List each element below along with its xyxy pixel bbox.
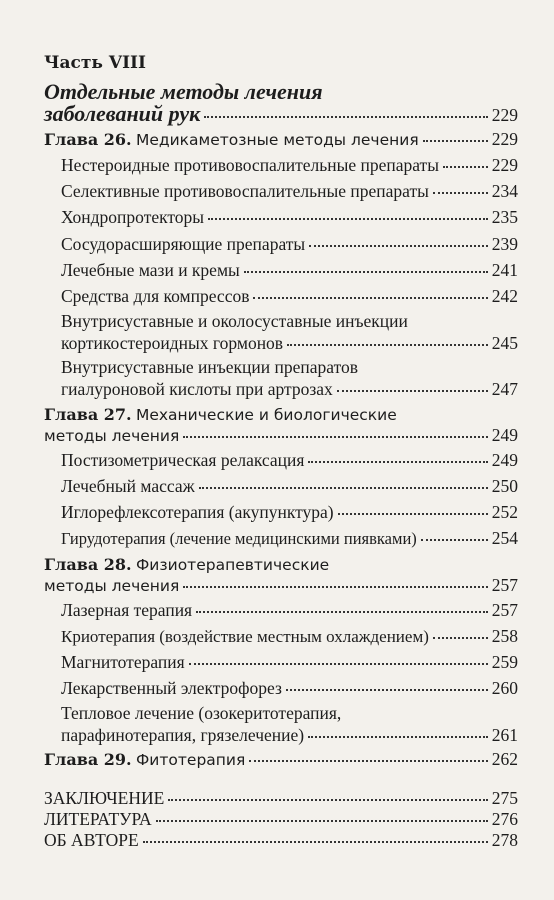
chapter-title-line2: методы лечения: [44, 577, 180, 595]
dot-leader: [338, 513, 488, 515]
chapter-title: Медикаметозные методы лечения: [135, 131, 419, 149]
item-title: Средства для компрессов: [61, 286, 250, 306]
dot-leader: [208, 218, 488, 220]
item-title-line1: Внутрисуставные и околосуставные инъекции: [61, 311, 408, 331]
toc-item[interactable]: [61, 234, 518, 255]
page-number: 242: [491, 286, 518, 306]
item-title: гиалуроновой кислоты при артрозах: [61, 379, 333, 399]
item-title: ЛИТЕРАТУРА: [44, 809, 152, 829]
toc-item[interactable]: [61, 181, 518, 202]
backmatter-conclusion[interactable]: [44, 788, 518, 809]
chapter-26-entry[interactable]: [44, 129, 518, 150]
chapter-title: Механические и биологические: [135, 406, 397, 424]
item-title: Сосудорасширяющие препараты: [61, 234, 306, 254]
page-number: 254: [491, 528, 518, 548]
item-title: Лечебный массаж: [61, 476, 195, 496]
page-number: 234: [491, 181, 518, 201]
page-number: 259: [491, 652, 518, 672]
chapter-number: Глава 28.: [44, 555, 132, 574]
dot-leader: [183, 436, 487, 438]
dot-leader: [204, 116, 487, 118]
dot-leader: [308, 461, 487, 463]
item-title: Селективные противовоспалительные препараты: [61, 181, 429, 201]
item-title: Постизометрическая релаксация: [61, 450, 305, 470]
page-number: 257: [491, 600, 518, 620]
dot-leader: [433, 192, 488, 194]
part-entry[interactable]: [44, 101, 518, 127]
backmatter-literature[interactable]: [44, 809, 518, 830]
item-title: Криотерапия (воздействие местным охлаждением): [61, 627, 429, 646]
item-title: парафинотерапия, грязелечение): [61, 725, 305, 745]
toc-item[interactable]: [61, 155, 518, 176]
item-title: Лекарственный электрофорез: [61, 678, 282, 698]
backmatter-about-author[interactable]: [44, 830, 518, 851]
item-title: Хондропротекторы: [61, 207, 205, 227]
dot-leader: [337, 390, 488, 392]
toc-item[interactable]: [61, 600, 518, 621]
item-title: Магнитотерапия: [61, 652, 185, 672]
dot-leader: [168, 799, 487, 801]
part-subtitle: Отдельные методы лечения: [44, 79, 323, 104]
dot-leader: [443, 166, 488, 168]
page-number: 278: [491, 830, 518, 850]
dot-leader: [189, 663, 488, 665]
part-title: Часть VIII: [44, 53, 146, 73]
page-number: 229: [491, 105, 518, 125]
item-title: Иглорефлексотерапия (акупунктура): [61, 502, 334, 522]
item-title: Нестероидные противовоспалительные препараты: [61, 155, 439, 175]
toc-item[interactable]: [61, 502, 518, 523]
page-number: 249: [491, 450, 518, 470]
page-number: 239: [491, 234, 518, 254]
toc-item[interactable]: [61, 286, 518, 307]
chapter-number: Глава 26.: [44, 130, 132, 149]
page-number: 252: [491, 502, 518, 522]
dot-leader: [253, 297, 487, 299]
toc-item[interactable]: [61, 626, 518, 647]
page-number: 257: [491, 575, 518, 595]
dot-leader: [249, 760, 487, 762]
page-number: 250: [491, 476, 518, 496]
page-number: 262: [491, 749, 518, 769]
toc-item[interactable]: [61, 260, 518, 281]
item-title: ЗАКЛЮЧЕНИЕ: [44, 788, 165, 808]
toc-item[interactable]: [61, 476, 518, 497]
item-title: ОБ АВТОРЕ: [44, 830, 139, 850]
page-number: 260: [491, 678, 518, 698]
dot-leader: [143, 841, 488, 843]
dot-leader: [183, 586, 487, 588]
page-number: 258: [491, 626, 518, 646]
dot-leader: [421, 539, 488, 541]
item-title-line1: Внутрисуставные инъекции препаратов: [61, 357, 359, 377]
dot-leader: [308, 736, 488, 738]
chapter-27-entry[interactable]: [44, 425, 518, 446]
chapter-title-line2: методы лечения: [44, 427, 180, 445]
page-number: 245: [491, 333, 518, 353]
dot-leader: [433, 637, 488, 639]
page-number: 247: [491, 379, 518, 399]
dot-leader: [309, 245, 488, 247]
page-number: 229: [491, 155, 518, 175]
page-number: 275: [491, 788, 518, 808]
toc-item[interactable]: [61, 528, 518, 549]
dot-leader: [244, 271, 488, 273]
chapter-number: Глава 29.: [44, 750, 132, 769]
toc-item[interactable]: [61, 207, 518, 228]
dot-leader: [196, 611, 488, 613]
item-title-line1: Тепловое лечение (озокеритотерапия,: [61, 703, 342, 723]
toc-item[interactable]: [61, 678, 518, 699]
dot-leader: [156, 820, 488, 822]
page-number: 229: [491, 129, 518, 149]
toc-item[interactable]: [61, 652, 518, 673]
chapter-title: Физиотерапевтические: [135, 556, 330, 574]
chapter-number: Глава 27.: [44, 405, 132, 424]
item-title: Лечебные мази и кремы: [61, 260, 240, 280]
part-subtitle-line2: заболеваний рук: [44, 101, 201, 126]
page-number: 241: [491, 260, 518, 280]
toc-item[interactable]: [61, 725, 518, 746]
toc-item[interactable]: [61, 379, 518, 400]
item-title: Гирудотерапия (лечение медицинскими пиявками): [61, 529, 417, 548]
page-number: 249: [491, 425, 518, 445]
page-number: 261: [491, 725, 518, 745]
dot-leader: [287, 344, 488, 346]
page-number: 235: [491, 207, 518, 227]
chapter-29-entry[interactable]: [44, 749, 518, 770]
dot-leader: [423, 140, 488, 142]
chapter-27-heading: [44, 404, 397, 425]
item-title: кортикостероидных гормонов: [61, 333, 284, 353]
chapter-title: Фитотерапия: [135, 751, 246, 769]
page-number: 276: [491, 809, 518, 829]
dot-leader: [286, 689, 488, 691]
toc-item[interactable]: [61, 333, 518, 354]
chapter-28-entry[interactable]: [44, 575, 518, 596]
dot-leader: [199, 487, 488, 489]
chapter-28-heading: [44, 554, 329, 575]
item-title: Лазерная терапия: [61, 600, 193, 620]
toc-item[interactable]: [61, 450, 518, 471]
